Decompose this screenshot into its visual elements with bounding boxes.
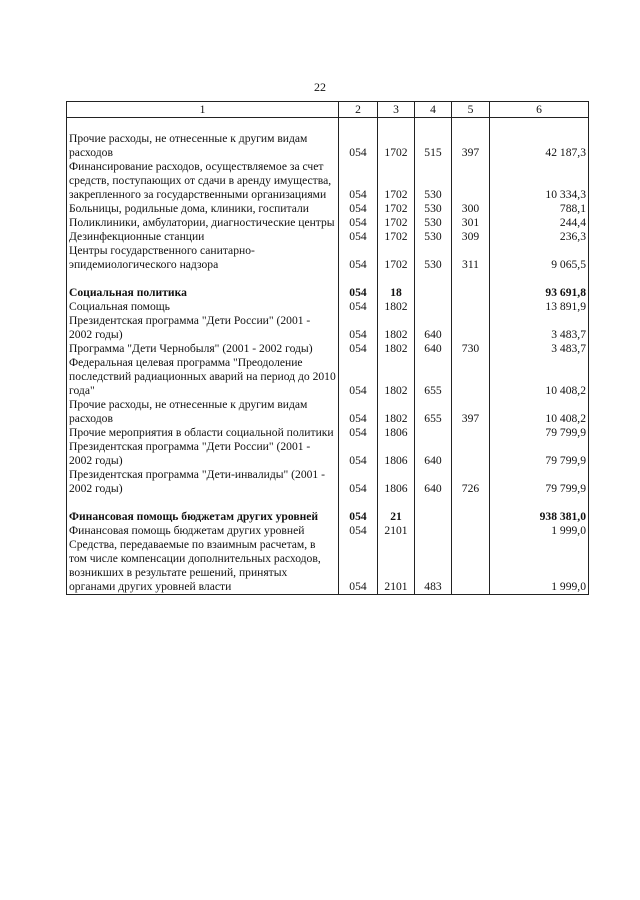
header-col-6: 6 [490, 102, 589, 118]
table-row [67, 538, 589, 595]
code-4-cell: 640 [415, 342, 452, 356]
spacer-cell [339, 272, 378, 286]
table-row [67, 244, 589, 272]
table-row [67, 398, 589, 426]
amount-cell: 3 483,7 [490, 342, 589, 356]
amount-cell: 1 999,0 [490, 524, 589, 538]
table-row [67, 356, 589, 398]
code-3-cell: 21 [378, 510, 415, 524]
code-5-cell: 311 [452, 244, 490, 272]
code-5-cell [452, 314, 490, 342]
code-4-cell: 515 [415, 132, 452, 160]
amount-cell: 938 381,0 [490, 510, 589, 524]
code-4-cell [415, 510, 452, 524]
amount-cell: 9 065,5 [490, 244, 589, 272]
code-5-cell [452, 426, 490, 440]
code-3-cell: 1802 [378, 300, 415, 314]
code-4-cell: 530 [415, 244, 452, 272]
code-3-cell: 1802 [378, 314, 415, 342]
spacer-cell [415, 118, 452, 133]
table-row [67, 468, 589, 496]
code-3-cell: 1802 [378, 356, 415, 398]
code-2-cell: 054 [339, 244, 378, 272]
name-cell: Социальная помощь [67, 300, 339, 314]
spacer-cell [452, 496, 490, 510]
spacer-cell [452, 272, 490, 286]
code-4-cell: 640 [415, 314, 452, 342]
amount-cell: 93 691,8 [490, 286, 589, 300]
code-3-cell: 1702 [378, 202, 415, 216]
code-4-cell [415, 524, 452, 538]
spacer-cell [378, 272, 415, 286]
code-4-cell: 530 [415, 216, 452, 230]
code-2-cell: 054 [339, 426, 378, 440]
spacer-cell [415, 496, 452, 510]
code-3-cell: 18 [378, 286, 415, 300]
code-2-cell: 054 [339, 342, 378, 356]
spacer-cell [490, 272, 589, 286]
code-2-cell: 054 [339, 468, 378, 496]
spacer-cell [378, 118, 415, 133]
table-row [67, 160, 589, 202]
code-5-cell [452, 286, 490, 300]
amount-cell: 236,3 [490, 230, 589, 244]
code-5-cell: 309 [452, 230, 490, 244]
amount-cell: 42 187,3 [490, 132, 589, 160]
code-5-cell [452, 300, 490, 314]
code-5-cell: 726 [452, 468, 490, 496]
code-2-cell: 054 [339, 398, 378, 426]
name-cell: Финансовая помощь бюджетам других уровней [67, 510, 339, 524]
table-row [67, 314, 589, 342]
spacer-cell [67, 272, 339, 286]
code-3-cell: 1802 [378, 398, 415, 426]
spacer-row [67, 118, 589, 133]
code-5-cell [452, 538, 490, 595]
spacer-row [67, 272, 589, 286]
amount-cell: 10 408,2 [490, 398, 589, 426]
code-3-cell: 1702 [378, 216, 415, 230]
spacer-cell [490, 118, 589, 133]
name-cell: Центры государственного санитарно-эпидемиологического надзора [67, 244, 339, 272]
table-row [67, 524, 589, 538]
code-5-cell: 301 [452, 216, 490, 230]
name-cell: Средства, передаваемые по взаимным расчетам, в том числе компенсации дополнительных расходов, возникших в результате решений, принятых органами других уровней власти [67, 538, 339, 595]
code-5-cell: 397 [452, 132, 490, 160]
code-2-cell: 054 [339, 286, 378, 300]
amount-cell: 244,4 [490, 216, 589, 230]
spacer-cell [415, 272, 452, 286]
name-cell: Поликлиники, амбулатории, диагностические центры [67, 216, 339, 230]
code-3-cell: 1802 [378, 342, 415, 356]
code-2-cell: 054 [339, 230, 378, 244]
code-3-cell: 1806 [378, 440, 415, 468]
header-col-3: 3 [378, 102, 415, 118]
code-2-cell: 054 [339, 510, 378, 524]
table-row [67, 230, 589, 244]
table-row [67, 426, 589, 440]
amount-cell: 788,1 [490, 202, 589, 216]
name-cell: Президентская программа "Дети России" (2001 - 2002 годы) [67, 440, 339, 468]
header-row [67, 102, 589, 118]
code-5-cell: 730 [452, 342, 490, 356]
code-3-cell: 1806 [378, 468, 415, 496]
code-4-cell: 655 [415, 356, 452, 398]
code-2-cell: 054 [339, 314, 378, 342]
name-cell: Дезинфекционные станции [67, 230, 339, 244]
name-cell: Прочие мероприятия в области социальной политики [67, 426, 339, 440]
amount-cell: 79 799,9 [490, 440, 589, 468]
header-col-5: 5 [452, 102, 490, 118]
code-3-cell: 1702 [378, 160, 415, 202]
code-2-cell: 054 [339, 538, 378, 595]
section-row [67, 510, 589, 524]
code-5-cell [452, 510, 490, 524]
amount-cell: 79 799,9 [490, 468, 589, 496]
code-4-cell: 530 [415, 230, 452, 244]
amount-cell: 3 483,7 [490, 314, 589, 342]
amount-cell: 10 334,3 [490, 160, 589, 202]
table-header [67, 102, 589, 118]
code-2-cell: 054 [339, 356, 378, 398]
table-row [67, 300, 589, 314]
name-cell: Президентская программа "Дети-инвалиды" (2001 - 2002 годы) [67, 468, 339, 496]
spacer-cell [339, 118, 378, 133]
code-5-cell [452, 524, 490, 538]
name-cell: Федеральная целевая программа "Преодоление последствий радиационных аварий на период до 2010 года" [67, 356, 339, 398]
spacer-cell [490, 496, 589, 510]
code-4-cell [415, 286, 452, 300]
spacer-cell [378, 496, 415, 510]
spacer-cell [452, 118, 490, 133]
code-4-cell [415, 426, 452, 440]
table-row [67, 202, 589, 216]
code-3-cell: 1702 [378, 244, 415, 272]
table-row [67, 216, 589, 230]
code-4-cell [415, 300, 452, 314]
code-2-cell: 054 [339, 216, 378, 230]
amount-cell: 1 999,0 [490, 538, 589, 595]
spacer-cell [67, 496, 339, 510]
code-5-cell: 397 [452, 398, 490, 426]
spacer-cell [67, 118, 339, 133]
amount-cell: 13 891,9 [490, 300, 589, 314]
budget-table [66, 101, 589, 595]
amount-cell: 10 408,2 [490, 356, 589, 398]
code-3-cell: 2101 [378, 524, 415, 538]
code-4-cell: 530 [415, 202, 452, 216]
spacer-cell [339, 496, 378, 510]
code-2-cell: 054 [339, 202, 378, 216]
header-col-2: 2 [339, 102, 378, 118]
name-cell: Президентская программа "Дети России" (2001 - 2002 годы) [67, 314, 339, 342]
name-cell: Программа "Дети Чернобыля" (2001 - 2002 годы) [67, 342, 339, 356]
amount-cell: 79 799,9 [490, 426, 589, 440]
page-number: 22 [314, 80, 326, 94]
table-row [67, 132, 589, 160]
code-3-cell: 1806 [378, 426, 415, 440]
code-2-cell: 054 [339, 132, 378, 160]
code-5-cell: 300 [452, 202, 490, 216]
code-2-cell: 054 [339, 300, 378, 314]
name-cell: Финансирование расходов, осуществляемое за счет средств, поступающих от сдачи в аренду имущества, закрепленного за государственными организациями [67, 160, 339, 202]
code-4-cell: 640 [415, 440, 452, 468]
name-cell: Прочие расходы, не отнесенные к другим видам расходов [67, 132, 339, 160]
code-5-cell [452, 440, 490, 468]
code-4-cell: 655 [415, 398, 452, 426]
code-3-cell: 1702 [378, 132, 415, 160]
code-5-cell [452, 356, 490, 398]
header-col-4: 4 [415, 102, 452, 118]
table-row [67, 342, 589, 356]
table-row [67, 440, 589, 468]
code-4-cell: 640 [415, 468, 452, 496]
code-5-cell [452, 160, 490, 202]
section-row [67, 286, 589, 300]
spacer-row [67, 496, 589, 510]
code-3-cell: 1702 [378, 230, 415, 244]
code-2-cell: 054 [339, 160, 378, 202]
code-4-cell: 530 [415, 160, 452, 202]
table-body [67, 118, 589, 595]
name-cell: Больницы, родильные дома, клиники, госпитали [67, 202, 339, 216]
code-2-cell: 054 [339, 524, 378, 538]
name-cell: Прочие расходы, не отнесенные к другим видам расходов [67, 398, 339, 426]
code-4-cell: 483 [415, 538, 452, 595]
header-col-1: 1 [67, 102, 339, 118]
name-cell: Социальная политика [67, 286, 339, 300]
name-cell: Финансовая помощь бюджетам других уровней [67, 524, 339, 538]
code-2-cell: 054 [339, 440, 378, 468]
code-3-cell: 2101 [378, 538, 415, 595]
